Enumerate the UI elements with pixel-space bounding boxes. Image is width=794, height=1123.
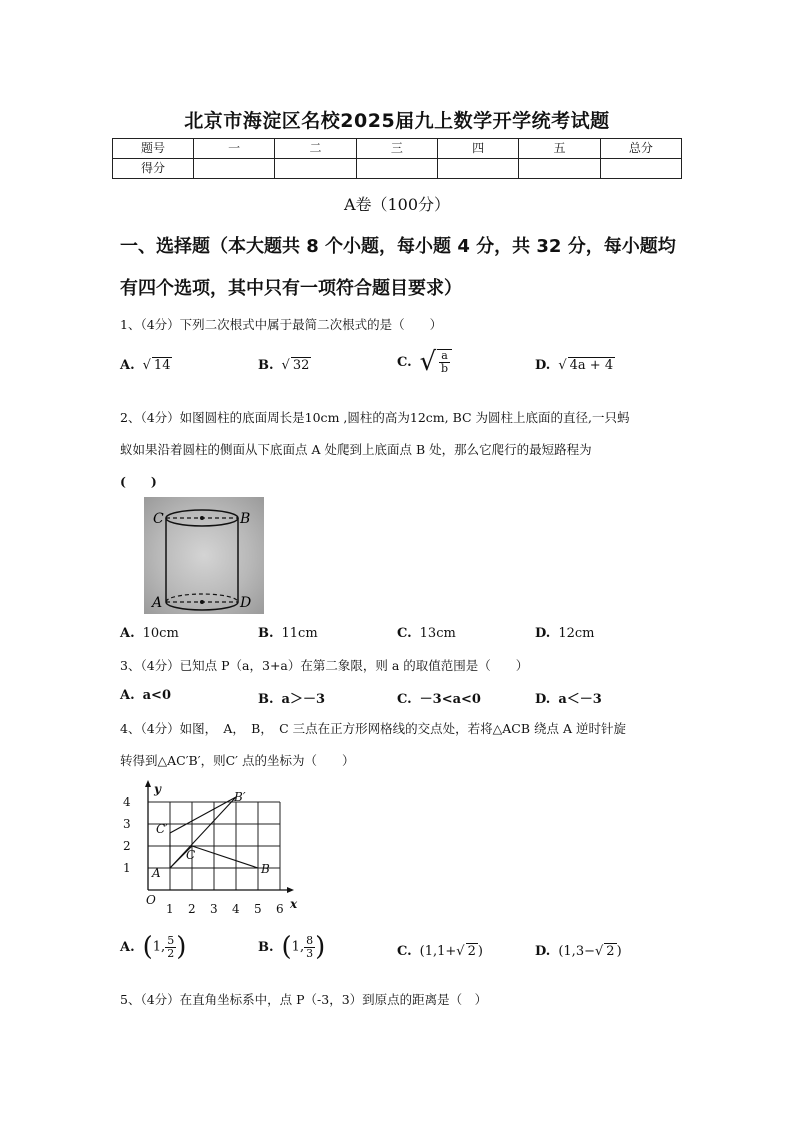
radicand: 4a + 4 <box>569 358 614 373</box>
sqrt-sign: √ <box>419 347 437 377</box>
cylinder-figure <box>144 497 264 614</box>
page-title: 北京市海淀区名校2025届九上数学开学统考试题 <box>184 110 610 132</box>
q2-option-c[interactable] <box>397 626 456 641</box>
q2-option-a[interactable] <box>120 626 179 641</box>
option-text: a＞－3 <box>281 692 325 707</box>
right-paren: ) <box>315 932 326 962</box>
option-prefix: 1, <box>152 939 166 955</box>
option-prefix: (1,3− <box>558 944 595 959</box>
option-label: C. <box>397 692 412 707</box>
option-prefix: 1, <box>291 939 305 955</box>
option-label: D. <box>535 944 551 959</box>
x-axis-label: x <box>290 897 298 911</box>
q2-stem-line3: ( ) <box>120 474 157 489</box>
numerator: a <box>441 349 448 362</box>
paper-section-title: A卷（100分） <box>343 195 451 214</box>
radicand: 2 <box>606 944 615 959</box>
radicand: 2 <box>467 944 476 959</box>
y-tick-4: 4 <box>123 795 131 809</box>
q1-option-d[interactable] <box>535 357 615 373</box>
denominator: 3 <box>306 946 314 960</box>
q2-stem-line1: 2、（4分）如图圆柱的底面周长是10cm ,圆柱的高为12cm, BC 为圆柱上底面的直径,一只蚂 <box>120 410 630 425</box>
label-b: B <box>240 511 251 527</box>
sqrt-sign: √ <box>281 358 290 373</box>
option-label: B. <box>258 626 274 641</box>
header-cell: 二 <box>275 139 356 159</box>
origin-label: O <box>146 893 156 907</box>
option-text: 13cm <box>419 626 456 641</box>
option-label: C. <box>397 944 412 959</box>
q3-option-c[interactable] <box>397 688 481 707</box>
option-label: C. <box>397 354 412 370</box>
x-tick-6: 6 <box>276 902 284 915</box>
option-text: －3<a<0 <box>419 692 481 707</box>
denominator: b <box>440 362 449 375</box>
q4-option-a[interactable] <box>120 932 186 962</box>
option-text: 11cm <box>281 626 318 641</box>
sqrt-sign: √ <box>594 944 604 959</box>
score-table-score-row <box>113 159 682 179</box>
point-label-b: B <box>261 862 270 876</box>
q1-stem: 1、（4分）下列二次根式中属于最简二次根式的是（ ） <box>120 317 443 332</box>
grid-lines <box>148 802 280 890</box>
label-c: C <box>153 511 164 527</box>
x-tick-4: 4 <box>232 902 240 915</box>
header-cell: 四 <box>437 139 518 159</box>
left-paren: ( <box>142 932 153 962</box>
q3-stem: 3、（4分）已知点 P（a，3+a）在第二象限，则 a 的取值范围是（ ） <box>120 658 529 673</box>
point-label-c-prime: C′ <box>156 822 168 836</box>
x-axis-arrow <box>287 887 294 893</box>
option-label: D. <box>535 692 551 707</box>
y-axis-label: y <box>154 782 161 796</box>
score-cell[interactable] <box>356 159 437 179</box>
q1-option-c[interactable] <box>397 347 452 377</box>
sqrt-sign: √ <box>142 358 151 373</box>
option-label: B. <box>258 692 274 707</box>
score-cell[interactable] <box>194 159 275 179</box>
score-table <box>112 138 682 179</box>
option-label: A. <box>120 939 135 955</box>
q4-option-b[interactable] <box>258 932 325 962</box>
option-prefix: (1,1+ <box>419 944 457 959</box>
q4-option-c[interactable] <box>397 943 483 959</box>
option-text: 10cm <box>142 626 179 641</box>
bottom-center-dot <box>200 600 204 604</box>
option-label: A. <box>120 358 135 373</box>
q1-option-b[interactable] <box>258 357 311 373</box>
cylinder-drawing <box>144 497 264 614</box>
q3-option-d[interactable] <box>535 688 602 707</box>
radicand: 14 <box>153 358 171 373</box>
numerator: 8 <box>306 933 314 947</box>
label-a: A <box>152 595 163 611</box>
score-cell[interactable] <box>600 159 681 179</box>
q4-stem-line2: 转得到△AC′B′，则C′ 点的坐标为（ ） <box>120 753 355 768</box>
q2-option-b[interactable] <box>258 626 318 641</box>
option-label: B. <box>258 358 274 373</box>
q3-option-b[interactable] <box>258 688 325 707</box>
y-tick-1: 1 <box>123 861 131 875</box>
header-cell: 五 <box>519 139 600 159</box>
score-cell[interactable] <box>519 159 600 179</box>
x-tick-2: 2 <box>188 902 196 915</box>
top-center-dot <box>200 516 204 520</box>
option-text: 12cm <box>558 626 595 641</box>
fraction <box>437 349 452 375</box>
q2-option-d[interactable] <box>535 626 595 641</box>
score-table-header-row <box>113 139 682 159</box>
fraction <box>165 935 176 960</box>
y-axis-arrow <box>145 780 151 787</box>
point-label-c: C <box>186 848 196 862</box>
row-label: 得分 <box>113 159 194 179</box>
q5-stem: 5、（4分）在直角坐标系中，点 P（-3，3）到原点的距离是（ ） <box>120 992 488 1007</box>
point-label-a: A <box>152 866 161 880</box>
left-paren: ( <box>281 932 292 962</box>
q1-option-a[interactable] <box>120 357 172 373</box>
option-text: a＜－3 <box>558 692 602 707</box>
option-label: D. <box>535 626 551 641</box>
option-label: A. <box>120 626 135 641</box>
header-cell: 总分 <box>600 139 681 159</box>
section-heading-line2: 有四个选项，其中只有一项符合题目要求） <box>120 278 462 299</box>
header-cell: 三 <box>356 139 437 159</box>
sqrt-sign: √ <box>456 944 465 959</box>
option-label: B. <box>258 939 274 955</box>
score-cell[interactable] <box>275 159 356 179</box>
option-suffix: ) <box>477 944 483 959</box>
option-label: D. <box>535 358 551 373</box>
x-tick-1: 1 <box>166 902 174 915</box>
radicand: 32 <box>292 358 310 373</box>
q3-option-a[interactable] <box>120 688 171 703</box>
header-cell: 题号 <box>113 139 194 159</box>
score-cell[interactable] <box>437 159 518 179</box>
y-tick-2: 2 <box>123 839 131 853</box>
point-label-b-prime: B′ <box>234 790 246 804</box>
right-paren: ) <box>176 932 187 962</box>
header-cell: 一 <box>194 139 275 159</box>
x-tick-5: 5 <box>254 902 262 915</box>
q4-stem-line1: 4、（4分）如图， A， B， C 三点在正方形网格线的交点处，若将△ACB 绕点 A 逆时针旋 <box>120 721 626 736</box>
fraction <box>304 935 315 960</box>
denominator: 2 <box>167 946 175 960</box>
sqrt-sign: √ <box>558 358 567 373</box>
x-tick-3: 3 <box>210 902 218 915</box>
option-suffix: ) <box>616 944 622 959</box>
option-text: a<0 <box>142 688 171 703</box>
label-d: D <box>240 595 252 611</box>
q2-stem-line2: 蚁如果沿着圆柱的侧面从下底面点 A 处爬到上底面点 B 处，那么它爬行的最短路程为 <box>120 442 592 457</box>
numerator: 5 <box>167 933 175 947</box>
option-label: C. <box>397 626 412 641</box>
q4-option-d[interactable] <box>535 943 622 959</box>
section-heading-line1: 一、选择题（本大题共 8 个小题，每小题 4 分，共 32 分，每小题均 <box>120 236 676 257</box>
y-tick-3: 3 <box>123 817 131 831</box>
coordinate-grid-figure <box>118 775 308 915</box>
option-label: A. <box>120 688 135 703</box>
